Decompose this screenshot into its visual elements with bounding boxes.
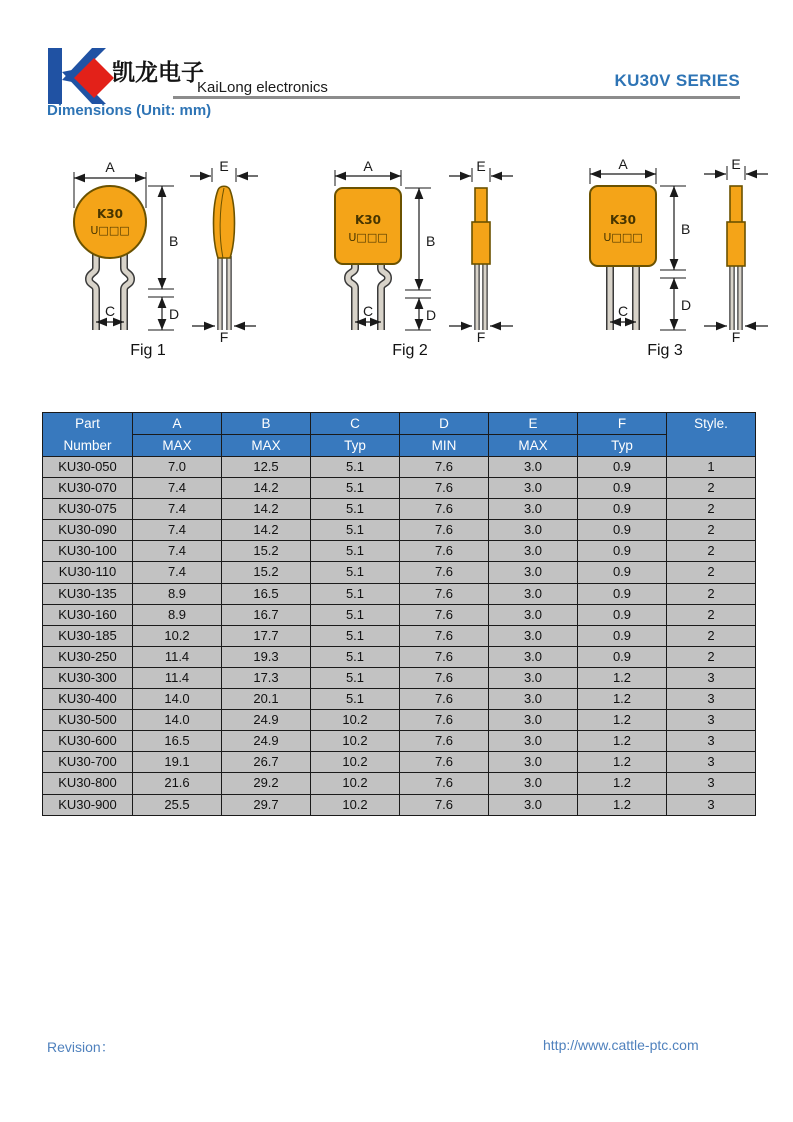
table-cell: 3.0 [489,457,578,478]
table-cell: 3.0 [489,731,578,752]
table-cell: 0.9 [578,604,667,625]
col-header-style [667,413,756,457]
table-row [43,689,756,710]
table-cell: 3.0 [489,478,578,499]
kailong-k-diamond-logo-icon [46,46,116,106]
fig3-dim-label-c: C [617,303,629,319]
table-cell: 3 [667,752,756,773]
table-cell: 3.0 [489,794,578,815]
table-cell: 15.2 [222,541,311,562]
table-row [43,646,756,667]
table-row [43,773,756,794]
revision-label: Revision： [47,1039,115,1055]
fig2-dim-label-c: C [362,303,374,319]
table-cell: 3.0 [489,625,578,646]
part-number-cell: KU30-160 [43,604,133,625]
table-cell: 3.0 [489,646,578,667]
table-cell: 5.1 [311,562,400,583]
table-cell: 2 [667,478,756,499]
part-number-cell: KU30-075 [43,499,133,520]
table-cell: 3.0 [489,562,578,583]
table-cell: 0.9 [578,520,667,541]
part-number-cell: KU30-110 [43,562,133,583]
part-number-cell: KU30-090 [43,520,133,541]
table-cell: 1.2 [578,689,667,710]
part-number-cell: KU30-050 [43,457,133,478]
table-cell: 3.0 [489,689,578,710]
table-row [43,541,756,562]
fig1-caption: Fig 1 [130,342,166,359]
fig2-dim-label-f: F [476,329,486,345]
table-cell: 14.0 [133,710,222,731]
fig2-caption: Fig 2 [392,342,428,359]
table-row [43,520,756,541]
table-cell: 7.6 [400,689,489,710]
table-cell: 5.1 [311,646,400,667]
fig2-dim-label-b: B [426,233,436,249]
col-header-part-number [43,413,133,457]
table-row [43,604,756,625]
col-header-d: D [400,413,489,435]
table-header-row-1 [43,413,756,435]
col-header-part-line: Number [63,437,112,453]
fig1-disc-body [74,186,146,258]
fig1-dim-label-d: D [169,306,180,322]
table-row [43,710,756,731]
table-row [43,625,756,646]
table-row [43,478,756,499]
table-row [43,457,756,478]
fig1-marking-k30: K30 [97,207,123,221]
table-row [43,583,756,604]
col-subheader-f: Typ [578,435,667,457]
table-cell: 7.6 [400,731,489,752]
table-cell: 1.2 [578,710,667,731]
col-header-b: B [222,413,311,435]
table-cell: 2 [667,646,756,667]
fig1-side-body [214,186,235,258]
table-cell: 16.7 [222,604,311,625]
table-body [43,457,756,816]
table-cell: 0.9 [578,499,667,520]
section-title: Dimensions (Unit: mm) [47,102,212,119]
table-cell: 14.2 [222,478,311,499]
table-cell: 29.7 [222,794,311,815]
table-cell: 3 [667,689,756,710]
table-cell: 3.0 [489,541,578,562]
fig1-dim-label-b: B [169,233,179,249]
table-cell: 3.0 [489,604,578,625]
fig2-side-body-top [475,188,487,226]
fig1-dim-label-a: A [105,159,115,175]
table-cell: 0.9 [578,562,667,583]
part-number-cell: KU30-600 [43,731,133,752]
table-cell: 0.9 [578,457,667,478]
fig1-marking-u: U□□□ [90,224,130,237]
table-cell: 3.0 [489,667,578,688]
table-cell: 7.6 [400,667,489,688]
table-cell: 0.9 [578,478,667,499]
table-cell: 3.0 [489,520,578,541]
fig3-dim-label-d: D [681,297,692,313]
table-cell: 7.6 [400,457,489,478]
col-subheader-b: MAX [222,435,311,457]
table-cell: 11.4 [133,646,222,667]
table-cell: 2 [667,499,756,520]
col-header-f: F [578,413,667,435]
table-cell: 2 [667,520,756,541]
table-cell: 17.7 [222,625,311,646]
table-cell: 7.4 [133,562,222,583]
table-cell: 1.2 [578,752,667,773]
col-subheader-e: MAX [489,435,578,457]
table-cell: 5.1 [311,667,400,688]
col-subheader-d: MIN [400,435,489,457]
table-row [43,499,756,520]
table-cell: 7.6 [400,478,489,499]
table-cell: 10.2 [133,625,222,646]
table-cell: 3 [667,773,756,794]
part-number-cell: KU30-185 [43,625,133,646]
col-subheader-a: MAX [133,435,222,457]
fig1-dim-label-e: E [219,158,229,174]
fig2-marking-k30: K30 [355,213,381,227]
table-cell: 5.1 [311,520,400,541]
table-cell: 12.5 [222,457,311,478]
table-cell: 14.2 [222,520,311,541]
table-cell: 7.6 [400,520,489,541]
table-cell: 16.5 [222,583,311,604]
part-number-cell: KU30-800 [43,773,133,794]
table-cell: 3 [667,667,756,688]
table-cell: 8.9 [133,604,222,625]
series-title: KU30V SERIES [614,71,740,90]
table-cell: 2 [667,562,756,583]
fig2-side-body-bottom [472,222,490,264]
table-cell: 3.0 [489,752,578,773]
table-cell: 3.0 [489,499,578,520]
col-header-a: A [133,413,222,435]
table-cell: 3 [667,710,756,731]
table-cell: 7.6 [400,604,489,625]
table-cell: 10.2 [311,710,400,731]
table-cell: 2 [667,541,756,562]
table-cell: 10.2 [311,773,400,794]
header-divider [173,96,740,99]
table-cell: 1.2 [578,773,667,794]
table-cell: 29.2 [222,773,311,794]
table-cell: 1 [667,457,756,478]
table-cell: 7.4 [133,541,222,562]
table-cell: 7.6 [400,794,489,815]
fig3-dim-label-b: B [681,221,691,237]
col-header-style-label: Style. [694,416,728,431]
part-number-cell: KU30-250 [43,646,133,667]
table-cell: 7.6 [400,541,489,562]
part-number-cell: KU30-500 [43,710,133,731]
table-cell: 2 [667,625,756,646]
table-cell: 21.6 [133,773,222,794]
table-row [43,794,756,815]
table-cell: 24.9 [222,710,311,731]
table-cell: 2 [667,604,756,625]
table-cell: 0.9 [578,625,667,646]
table-cell: 10.2 [311,731,400,752]
table-cell: 20.1 [222,689,311,710]
table-cell: 3.0 [489,710,578,731]
table-row [43,667,756,688]
table-cell: 3.0 [489,583,578,604]
col-header-e: E [489,413,578,435]
fig3-dim-label-a: A [618,158,628,172]
table-cell: 14.2 [222,499,311,520]
table-cell: 5.1 [311,457,400,478]
fig3-side-body-bottom [727,222,745,266]
table-cell: 24.9 [222,731,311,752]
table-header-row-2 [43,435,756,457]
table-cell: 10.2 [311,752,400,773]
table-cell: 3.0 [489,773,578,794]
table-cell: 7.6 [400,625,489,646]
table-cell: 0.9 [578,541,667,562]
table-cell: 25.5 [133,794,222,815]
table-cell: 5.1 [311,499,400,520]
table-cell: 5.1 [311,478,400,499]
fig3-dim-label-f: F [731,329,741,345]
figure-2-drawing [305,158,530,363]
table-cell: 7.6 [400,499,489,520]
table-cell: 11.4 [133,667,222,688]
fig1-dim-label-f: F [219,329,229,345]
table-cell: 3 [667,731,756,752]
fig2-dim-label-a: A [363,158,373,174]
dimensions-table [42,412,756,816]
table-row [43,562,756,583]
table-cell: 15.2 [222,562,311,583]
fig3-caption: Fig 3 [647,342,683,359]
table-cell: 0.9 [578,583,667,604]
table-cell: 5.1 [311,604,400,625]
part-number-cell: KU30-400 [43,689,133,710]
table-cell: 7.0 [133,457,222,478]
fig3-marking-u: U□□□ [603,231,643,244]
table-cell: 2 [667,583,756,604]
table-cell: 7.6 [400,583,489,604]
table-cell: 7.6 [400,710,489,731]
table-cell: 7.6 [400,752,489,773]
table-cell: 16.5 [133,731,222,752]
fig2-marking-u: U□□□ [348,231,388,244]
table-cell: 1.2 [578,667,667,688]
table-cell: 7.4 [133,478,222,499]
table-cell: 5.1 [311,625,400,646]
table-cell: 1.2 [578,731,667,752]
col-header-part-line: Part [75,416,100,432]
table-cell: 5.1 [311,583,400,604]
part-number-cell: KU30-300 [43,667,133,688]
table-cell: 14.0 [133,689,222,710]
table-row [43,752,756,773]
table-cell: 26.7 [222,752,311,773]
fig2-dim-label-e: E [476,158,486,174]
figure-3-drawing [560,158,785,363]
table-cell: 0.9 [578,646,667,667]
fig2-dim-label-d: D [426,307,437,323]
table-cell: 7.4 [133,499,222,520]
col-subheader-c: Typ [311,435,400,457]
table-cell: 3 [667,794,756,815]
part-number-cell: KU30-900 [43,794,133,815]
part-number-cell: KU30-100 [43,541,133,562]
table-cell: 19.1 [133,752,222,773]
table-cell: 8.9 [133,583,222,604]
table-cell: 19.3 [222,646,311,667]
part-number-cell: KU30-700 [43,752,133,773]
col-header-c: C [311,413,400,435]
website-link[interactable]: http://www.cattle-ptc.com [543,1037,699,1053]
table-row [43,731,756,752]
part-number-cell: KU30-135 [43,583,133,604]
table-cell: 7.6 [400,773,489,794]
figure-1-drawing [48,158,273,363]
fig3-side-body-top [730,186,742,226]
table-cell: 1.2 [578,794,667,815]
part-number-cell: KU30-070 [43,478,133,499]
table-cell: 7.6 [400,562,489,583]
fig3-dim-label-e: E [731,158,741,172]
table-cell: 10.2 [311,794,400,815]
fig3-marking-k30: K30 [610,213,636,227]
table-cell: 5.1 [311,541,400,562]
table-cell: 7.4 [133,520,222,541]
table-cell: 7.6 [400,646,489,667]
fig1-dim-label-c: C [104,303,116,319]
company-name-chinese: 凯龙电子 [112,60,204,86]
company-name: KaiLong electronics [197,79,328,96]
table-cell: 5.1 [311,689,400,710]
table-cell: 17.3 [222,667,311,688]
